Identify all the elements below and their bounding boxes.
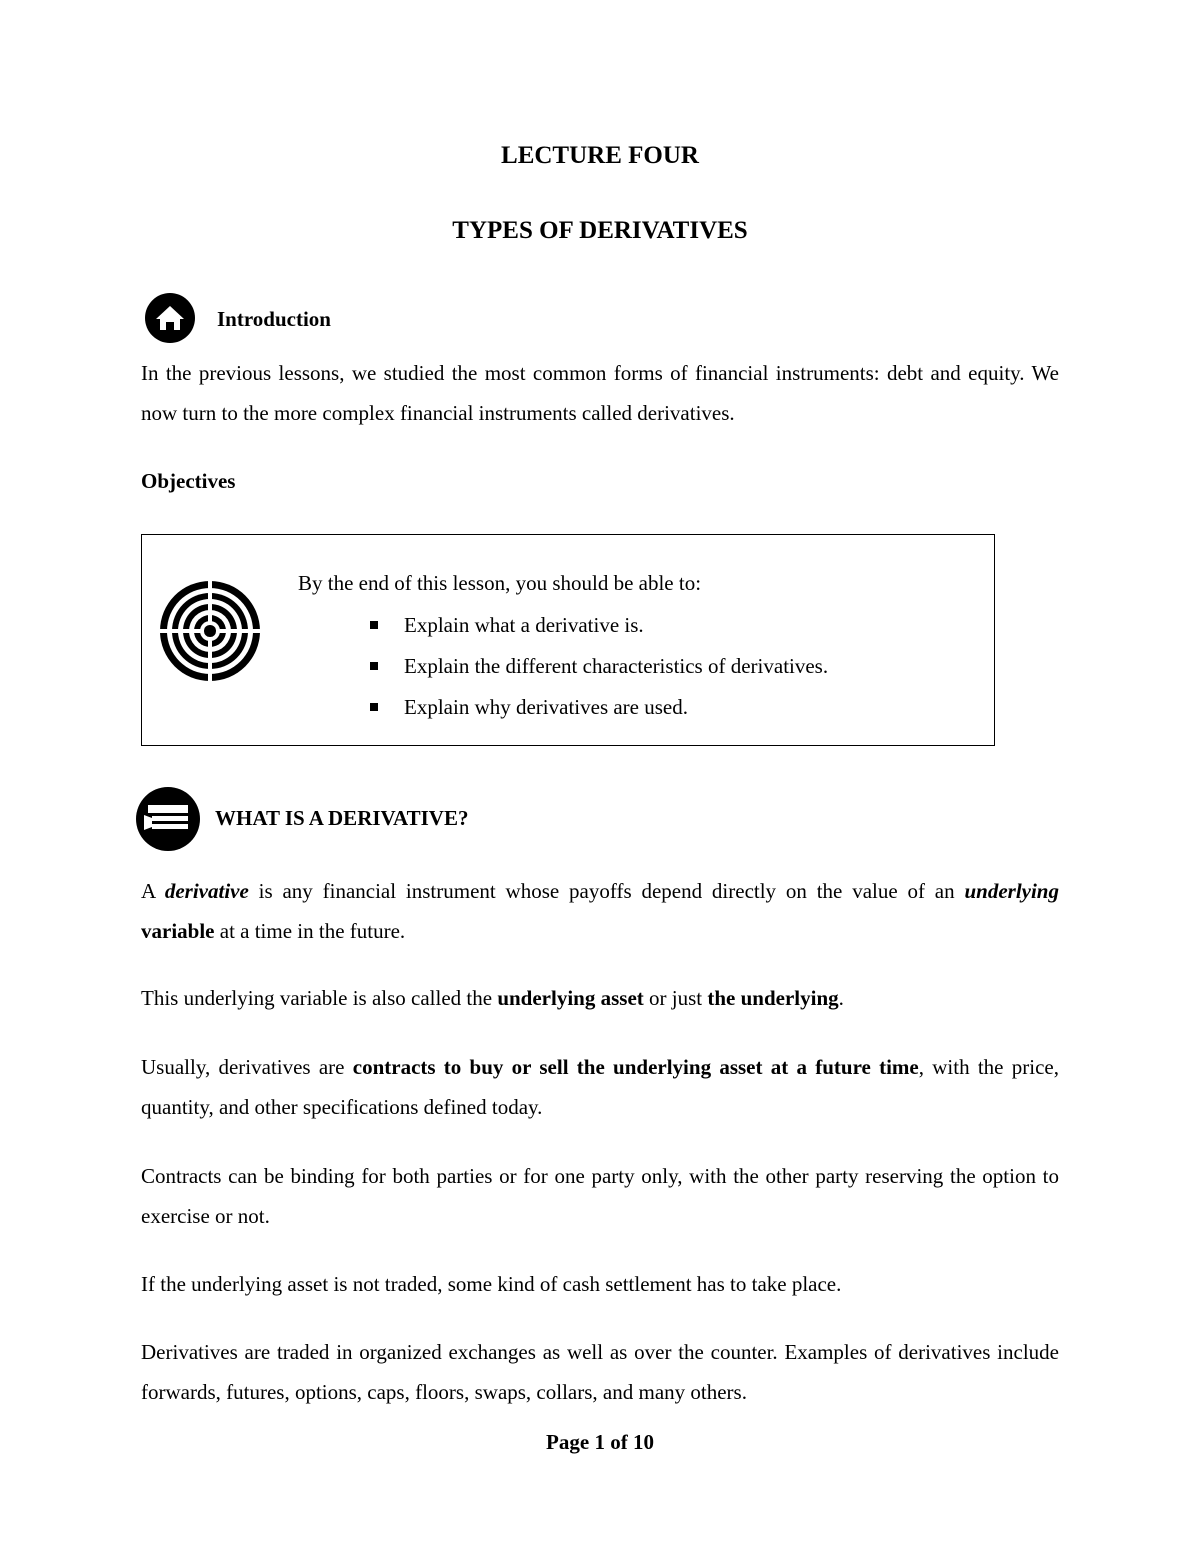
bullet-icon	[370, 703, 378, 711]
page-number: Page 1 of 10	[546, 1430, 654, 1454]
introduction-text: In the previous lessons, we studied the most common forms of financial instruments: debt and equity. We now turn to the more complex financial instruments called derivatives.	[141, 361, 1059, 425]
contracts-paragraph: Usually, derivatives are contracts to buy or sell the underlying asset at a future time, with the price, quantity, and other specifications defined today.	[141, 1055, 1059, 1119]
target-icon	[157, 581, 263, 681]
objectives-intro: By the end of this lesson, you should be able to:	[298, 571, 702, 595]
book-icon	[135, 786, 201, 852]
objectives-list	[366, 607, 828, 730]
section-heading: WHAT IS A DERIVATIVE?	[215, 806, 469, 830]
objectives-box	[141, 534, 995, 746]
introduction-heading: Introduction	[217, 307, 331, 331]
list-item: Explain why derivatives are used.	[366, 689, 828, 730]
binding-paragraph: Contracts can be binding for both parties or for one party only, with the other party reserving the option to exercise or not.	[141, 1164, 1059, 1228]
lecture-subtitle: TYPES OF DERIVATIVES	[452, 217, 748, 244]
bullet-icon	[370, 662, 378, 670]
term-underlying: underlying	[964, 879, 1059, 903]
underlying-asset-paragraph: This underlying variable is also called the underlying asset or just the underlying.	[141, 986, 844, 1010]
examples-paragraph: Derivatives are traded in organized exchanges as well as over the counter. Examples of derivatives include forwards, futures, options, caps, floors, swaps, collars, and many others.	[141, 1340, 1059, 1404]
home-icon	[144, 292, 196, 344]
bullet-icon	[370, 621, 378, 629]
objectives-heading: Objectives	[141, 469, 236, 493]
cash-settlement-paragraph: If the underlying asset is not traded, some kind of cash settlement has to take place.	[141, 1272, 842, 1296]
derivative-definition: A derivative is any financial instrument whose payoffs depend directly on the value of an underlying variable at a time in the future.	[141, 879, 1059, 943]
list-item: Explain what a derivative is.	[366, 607, 828, 648]
list-item: Explain the different characteristics of derivatives.	[366, 648, 828, 689]
lecture-title: LECTURE FOUR	[501, 142, 699, 169]
term-derivative: derivative	[164, 879, 249, 903]
